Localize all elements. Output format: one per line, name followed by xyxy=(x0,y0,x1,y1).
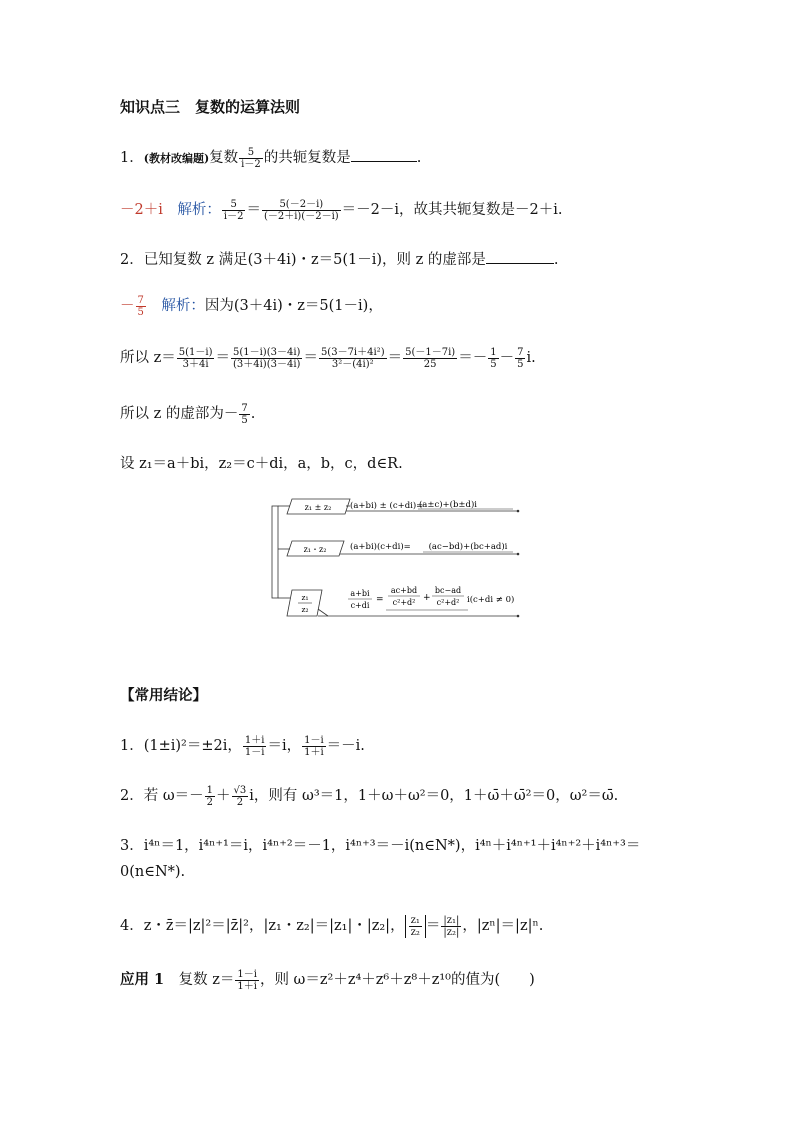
diagram-label: z₁ xyxy=(301,593,309,602)
equals: ＝ xyxy=(387,350,403,366)
source-tag: (教材改编题) xyxy=(143,152,210,165)
fraction: $\frac{5}{i-2}$ xyxy=(241,146,261,170)
minus: － xyxy=(499,350,515,366)
diagram-formula: (a+bi)(c+di)= xyxy=(350,542,411,552)
answer-sign: － xyxy=(120,298,135,314)
diagram-result: (ac−bd)+(bc+ad)i xyxy=(428,542,508,552)
diagram-formula: c+di xyxy=(350,601,370,610)
conclusion-text: 1．(1±i)²＝±2i， xyxy=(120,738,242,754)
setup-statement: 设 z₁＝a＋bi，z₂＝c＋di，a，b，c，d∈R. xyxy=(120,456,403,472)
section-title: 知识点三 复数的运算法则 xyxy=(120,98,301,116)
diagram-label: z₁ ± z₂ xyxy=(304,503,332,512)
equals: ＝ xyxy=(215,350,230,366)
fraction: $\frac{5(1-i)}{3+4i}$ xyxy=(178,346,213,370)
analysis-label: 解析： xyxy=(161,298,205,314)
diagram-result: ac+bd xyxy=(390,586,418,595)
fraction: $\frac{1}{5}$ xyxy=(490,346,497,370)
diagram-result: c²+d² xyxy=(436,598,460,607)
conclusion-2 xyxy=(120,784,618,808)
fraction: $\frac{1+i}{1-i}$ xyxy=(244,734,265,758)
diagram-result: i(c+di ≠ 0) xyxy=(467,595,515,605)
equals: = xyxy=(376,595,384,605)
absolute-value: $\frac{\text{z₁}}{\text{z₂}}$ xyxy=(405,915,426,938)
analysis-text: ＝－2－i，故其共轭复数是－2＋i. xyxy=(341,202,563,218)
fraction: $\frac{7}{5}$ xyxy=(241,402,248,426)
fraction: $\frac{\text{5(3－7i＋4i²)}}{\text{3²－(4i)²}}$ xyxy=(320,346,385,370)
conclusion-text: ＝i， xyxy=(267,738,302,754)
analysis-text: 所以 z 的虚部为－ xyxy=(120,406,239,422)
answer-2-conclusion xyxy=(120,402,255,426)
equals: ＝ xyxy=(246,202,261,218)
question-1 xyxy=(120,146,421,170)
diagram-result: bc−ad xyxy=(434,586,462,595)
answer-value: －2＋i xyxy=(120,202,163,218)
conclusion-text: 4．z・z̄＝|z|²＝|z̄|²，|z₁・z₂|＝|z₁|・|z₂|， xyxy=(120,918,405,934)
punctuation: . xyxy=(553,252,559,268)
fraction: $\frac{7}{5}$ xyxy=(517,346,524,370)
analysis-label: 解析： xyxy=(177,202,221,218)
fraction: $\frac{5}{i-2}$ xyxy=(223,198,244,222)
conclusion-1 xyxy=(120,734,365,758)
question-text: 的共轭复数是 xyxy=(263,150,351,166)
equals: ＝ xyxy=(425,918,441,934)
plus: ＋ xyxy=(216,788,231,804)
answer-blank xyxy=(351,149,417,162)
application-text: ，则 ω＝z²＋z⁴＋z⁶＋z⁸＋z¹⁰的值为( ) xyxy=(259,972,535,988)
fraction: $\frac{5(1-i)(3-4i)}{(3+4i)(3-4i)}$ xyxy=(232,346,301,370)
fraction: $\frac{√3}{2}$ xyxy=(233,784,247,808)
answer-fraction: $\frac{7}{5}$ xyxy=(137,294,144,318)
conclusion-3-line-1: 3．i⁴ⁿ＝1，i⁴ⁿ⁺¹＝i，i⁴ⁿ⁺²＝－1，i⁴ⁿ⁺³＝－i(n∈N*)，i⁴ⁿ＋i⁴ⁿ⁺¹＋i⁴ⁿ⁺²＋i⁴ⁿ⁺³＝ xyxy=(120,838,641,854)
question-text: 已知复数 z 满足(3＋4i)・z＝5(1－i)，则 z 的虚部是 xyxy=(143,252,486,268)
conclusion-4 xyxy=(120,914,543,938)
conclusions-title: 【常用结论】 xyxy=(120,687,207,704)
analysis-text: 所以 z＝ xyxy=(120,350,176,366)
equals: ＝ xyxy=(303,350,318,366)
application-label: 应用 1 xyxy=(120,971,165,988)
punctuation: . xyxy=(250,406,256,422)
diagram-formula: (a+bi) ± (c+di)= xyxy=(350,501,424,511)
punctuation: . xyxy=(416,150,422,166)
diagram-formula: a+bi xyxy=(350,589,370,598)
fraction: $\frac{1-i}{1+i}$ xyxy=(304,734,324,758)
diagram-label: z₂ xyxy=(301,605,309,614)
diagram-result: (a±c)+(b±d)i xyxy=(418,500,478,510)
diagram-label: z₁・z₂ xyxy=(303,545,327,554)
plus: + xyxy=(423,593,431,603)
fraction: $\frac{\text{|z₁|}}{\text{|z₂|}}$ xyxy=(443,914,460,938)
analysis-text: i. xyxy=(526,350,536,366)
fraction: $\frac{5(-1-7i)}{25}$ xyxy=(405,346,456,370)
operation-diagram xyxy=(268,494,528,624)
question-number: 2． xyxy=(120,252,144,268)
question-text: 复数 xyxy=(209,150,239,166)
conclusion-text: 2．若 ω＝－ xyxy=(120,788,204,804)
conclusion-text: ，|zⁿ|＝|z|ⁿ. xyxy=(462,918,544,934)
fraction: $\frac{5(-2-i)}{(-2+i)(-2-i)}$ xyxy=(263,198,339,222)
conclusion-text: i，则有 ω³＝1，1＋ω＋ω²＝0，1＋ω̄＋ω̄²＝0，ω²＝ω̄. xyxy=(249,788,619,804)
bracket-bar xyxy=(272,506,278,598)
question-number: 1． xyxy=(120,150,144,166)
diagram-result: c²+d² xyxy=(392,598,416,607)
answer-2-derivation xyxy=(120,346,536,370)
question-2 xyxy=(120,248,559,269)
conclusion-text: ＝－i. xyxy=(326,738,365,754)
answer-1 xyxy=(120,198,563,222)
conclusion-3-line-2: 0(n∈N*). xyxy=(120,864,186,880)
analysis-text: 因为(3＋4i)・z＝5(1－i)， xyxy=(204,298,383,314)
application-text: 复数 z＝ xyxy=(178,972,235,988)
fraction: $\frac{1-i}{1+i}$ xyxy=(237,968,257,992)
answer-blank xyxy=(486,251,554,264)
application-1 xyxy=(120,968,535,992)
equals: ＝－ xyxy=(458,350,488,366)
fraction: $\frac{1}{2}$ xyxy=(206,784,214,808)
answer-2 xyxy=(120,294,383,318)
